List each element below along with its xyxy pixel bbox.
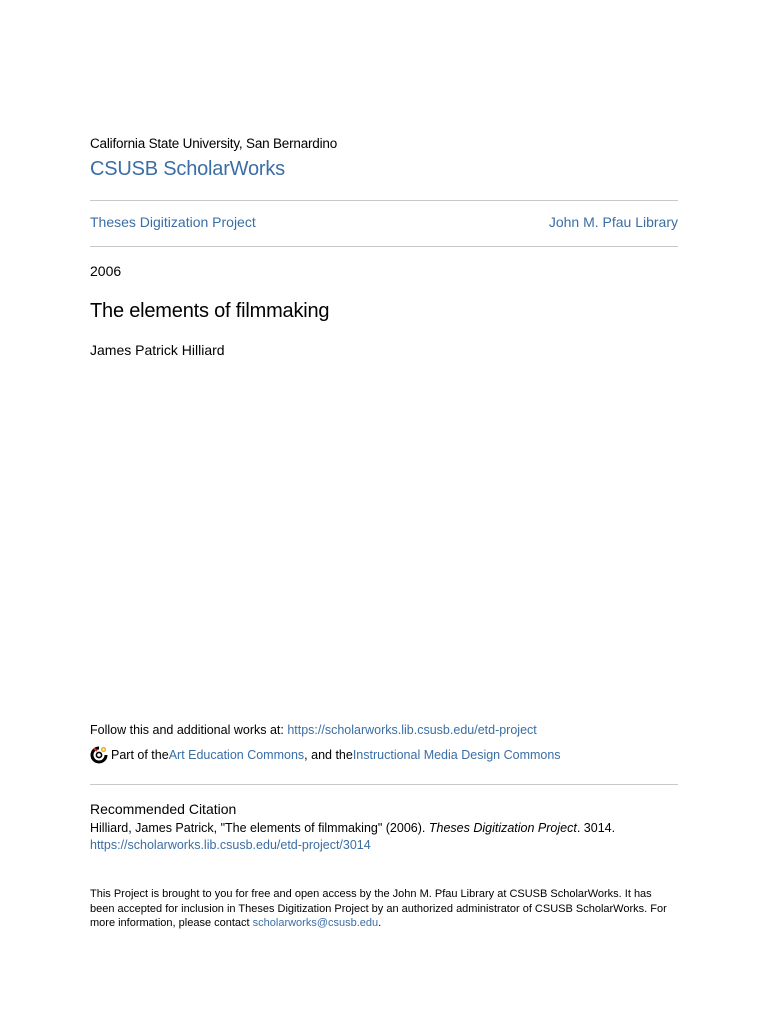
citation-after: . 3014. bbox=[576, 821, 616, 835]
citation-heading: Recommended Citation bbox=[90, 801, 237, 817]
university-name: California State University, San Bernardino bbox=[90, 136, 338, 151]
citation-before: Hilliard, James Patrick, "The elements of filmmaking" (2006). bbox=[90, 821, 429, 835]
divider-bottom bbox=[90, 784, 678, 785]
follow-prefix: Follow this and additional works at: bbox=[90, 723, 288, 737]
contact-email-link[interactable]: scholarworks@csusb.edu bbox=[252, 917, 379, 929]
access-statement-end: . bbox=[378, 917, 382, 929]
publication-year: 2006 bbox=[90, 263, 122, 279]
document-author: James Patrick Hilliard bbox=[90, 342, 225, 358]
cover-page bbox=[90, 0, 678, 1024]
document-title: The elements of filmmaking bbox=[90, 300, 330, 322]
collection-url-link[interactable]: https://scholarworks.lib.csusb.edu/etd-project bbox=[287, 723, 537, 737]
art-education-commons-link[interactable]: Art Education Commons bbox=[168, 748, 305, 762]
follow-line bbox=[90, 723, 537, 737]
part-of-line bbox=[90, 746, 561, 764]
citation-series: Theses Digitization Project bbox=[428, 821, 577, 835]
access-statement-text: This Project is brought to you for free and open access by the John M. Pfau Library at CSUSB ScholarWorks. It has been accepted for inclusion in Theses Digitization Project by an authorized administrator of CSUSB ScholarWorks. For more information, please contact bbox=[90, 888, 667, 929]
divider-top bbox=[90, 200, 678, 201]
divider-middle bbox=[90, 246, 678, 247]
part-of-separator: , and the bbox=[304, 748, 353, 762]
access-statement bbox=[90, 887, 678, 931]
series-link[interactable]: Theses Digitization Project bbox=[90, 214, 256, 230]
part-of-prefix: Part of the bbox=[111, 748, 169, 762]
library-link[interactable]: John M. Pfau Library bbox=[548, 214, 678, 230]
citation-text bbox=[90, 821, 615, 835]
network-commons-icon bbox=[90, 746, 108, 764]
citation-url-link[interactable]: https://scholarworks.lib.csusb.edu/etd-project/3014 bbox=[90, 838, 371, 852]
instructional-media-commons-link[interactable]: Instructional Media Design Commons bbox=[352, 748, 561, 762]
site-title-link[interactable]: CSUSB ScholarWorks bbox=[90, 158, 285, 180]
